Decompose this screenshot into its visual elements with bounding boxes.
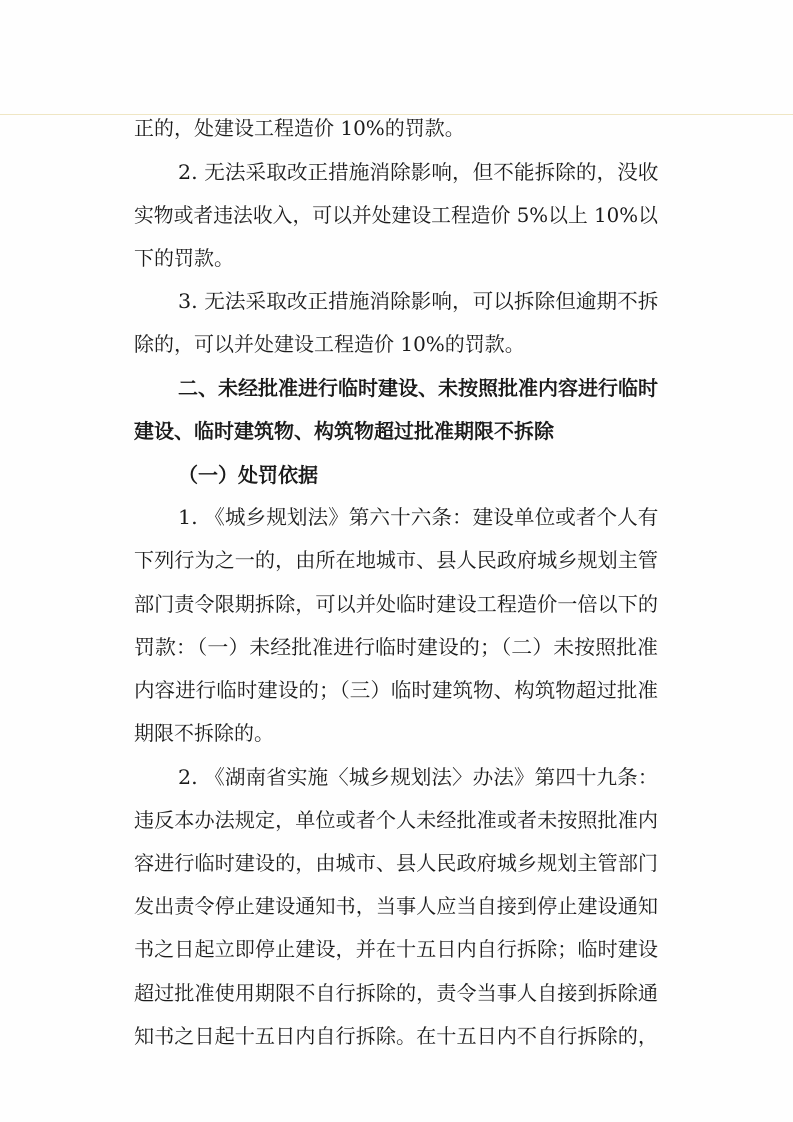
body-line: 罚款：（一）未经批准进行临时建设的；（二）未按照批准	[134, 635, 658, 659]
body-line: 正的，处建设工程造价 10%的罚款。	[134, 116, 465, 140]
body-line: 部门责令限期拆除，可以并处临时建设工程造价一倍以下的	[134, 592, 658, 616]
body-line: 发出责令停止建设通知书，当事人应当自接到停止建设通知	[134, 894, 658, 918]
body-line: 容进行临时建设的，由城市、县人民政府城乡规划主管部门	[134, 851, 658, 875]
body-line: 内容进行临时建设的；（三）临时建筑物、构筑物超过批准	[134, 678, 658, 702]
body-line: 书之日起立即停止建设，并在十五日内自行拆除；临时建设	[134, 937, 658, 961]
body-line: 超过批准使用期限不自行拆除的，责令当事人自接到拆除通	[134, 981, 658, 1005]
body-line: 实物或者违法收入，可以并处建设工程造价 5%以上 10%以	[134, 203, 658, 227]
body-line: 知书之日起十五日内自行拆除。在十五日内不自行拆除的，	[134, 1024, 658, 1048]
body-line: 3. 无法采取改正措施消除影响，可以拆除但逾期不拆	[178, 289, 659, 313]
body-line: 下的罚款。	[134, 246, 234, 270]
body-line: 2. 无法采取改正措施消除影响，但不能拆除的，没收	[178, 160, 659, 184]
section-heading-line: 建设、临时建筑物、构筑物超过批准期限不拆除	[134, 419, 554, 443]
body-line: 下列行为之一的，由所在地城市、县人民政府城乡规划主管	[134, 548, 658, 572]
body-line: 2. 《湖南省实施〈城乡规划法〉办法》第四十九条：	[178, 765, 659, 789]
subsection-heading: （一）处罚依据	[178, 463, 318, 487]
section-heading-line: 二、未经批准进行临时建设、未按照批准内容进行临时	[178, 376, 658, 400]
body-line: 除的，可以并处建设工程造价 10%的罚款。	[134, 332, 525, 356]
body-line: 1. 《城乡规划法》第六十六条：建设单位或者个人有	[178, 505, 659, 529]
body-line: 违反本办法规定，单位或者个人未经批准或者未按照批准内	[134, 808, 658, 832]
body-line: 期限不拆除的。	[134, 721, 274, 745]
